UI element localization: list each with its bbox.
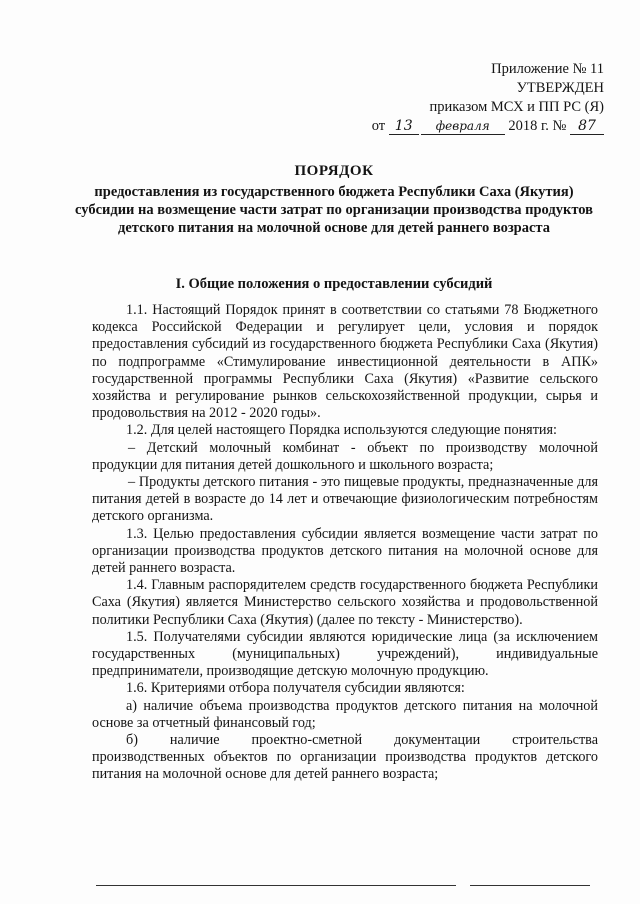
order-label: приказом МСХ и ПП РС (Я) [429,99,604,115]
paragraph-1-5: 1.5. Получателями субсидии являются юридические лица (за исключением государственных (муниципальных) учреждений), индивидуальные предприниматели, производящие детскую молочную продукцию. [92,628,598,680]
footer-divider [470,885,590,886]
definition-item: – Продукты детского питания - это пищевые продукты, предназначенные для питания детей в возрасте до 14 лет и отвечающие физиологическим потребностям детского организма. [92,474,598,525]
handwritten-month: февраля [421,119,505,135]
date-year: 2018 г. № [508,118,567,134]
criteria-item-a: а) наличие объема производства продуктов детского питания на молочной основе за отчетный финансовый год; [92,697,598,731]
order-date-line [372,117,604,136]
document-subtitle: предоставления из государственного бюджета Республики Саха (Якутия) субсидии на возмещение части затрат по организации производства продуктов детского питания на молочной основе для детей раннего возраста [75,184,593,236]
paragraph-1-2: 1.2. Для целей настоящего Порядка используются следующие понятия: [126,422,557,439]
criteria-item-b: б) наличие проектно-сметной документации строительства производственных объектов по организации производства продуктов детского питания на молочной основе для детей раннего возраста; [92,732,598,783]
section-heading: I. Общие положения о предоставлении субсидий [175,276,493,292]
approval-stamp-block [372,60,604,136]
document-title-block [74,162,594,237]
date-prefix: от [371,118,386,134]
definition-item: – Детский молочный комбинат - объект по производству молочной продукции для питания детей дошкольного и школьного возраста; [92,439,598,473]
handwritten-order-number: 87 [570,119,604,135]
paragraph-1-6: 1.6. Критериями отбора получателя субсидии являются: [126,680,465,697]
paragraph-1-3: 1.3. Целью предоставления субсидии является возмещение части затрат по организации производства продуктов детского питания на молочной основе для детей раннего возраста. [92,525,598,577]
footer-divider [96,885,456,886]
handwritten-day: 13 [389,119,419,135]
paragraph-1-1: 1.1. Настоящий Порядок принят в соответствии со статьями 78 Бюджетного кодекса Российской Федерации и регулирует цели, условия и порядок предоставления субсидий из государственного бюджета Республики Саха (Якутия) по подпрограмме «Стимулирование инвестиционной деятельности в АПК» государственной программы Республики Саха (Якутия) «Развитие сельского хозяйства и регулирование рынков сельскохозяйственной продукции, сырья и продовольствия на 2012 - 2020 годы». [92,302,598,422]
paragraph-1-4: 1.4. Главным распорядителем средств государственного бюджета Республики Саха (Якутия) является Министерство сельского хозяйства и продовольственной политики Республики Саха (Якутия) (далее по тексту - Министерство). [92,577,598,628]
approved-label: УТВЕРЖДЕН [516,80,604,96]
document-body [92,302,598,784]
appendix-label: Приложение № 11 [491,61,604,77]
document-title: ПОРЯДОК [294,163,374,179]
